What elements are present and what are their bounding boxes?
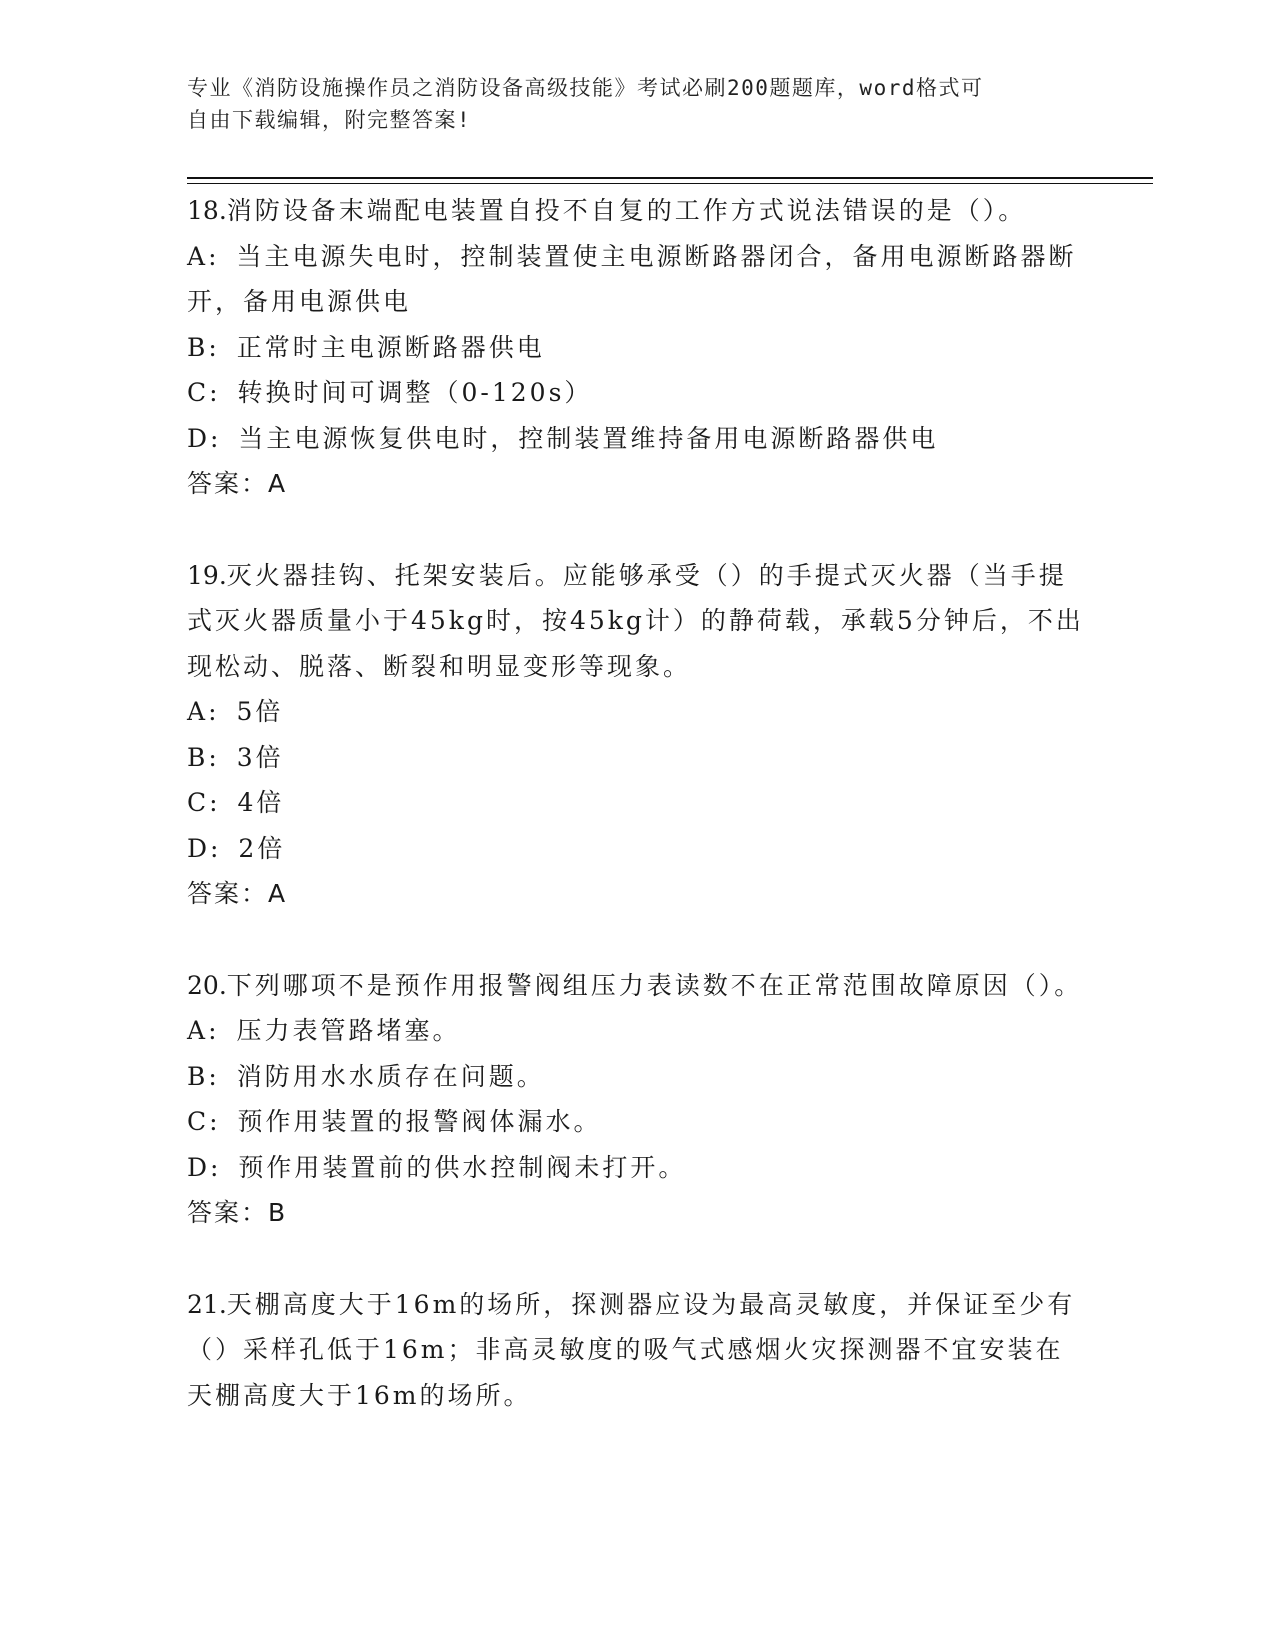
question-stem	[187, 553, 1087, 690]
question-stem	[187, 1282, 1087, 1419]
question-item	[187, 188, 1087, 507]
document-header	[187, 72, 1067, 136]
option-c	[187, 370, 1087, 416]
option-text: 5倍	[236, 697, 284, 726]
option-a	[187, 234, 1087, 325]
question-number: 20 .	[187, 971, 227, 1000]
option-key: B :	[187, 1062, 237, 1091]
question-text: 天棚高度大于16m的场所，探测器应设为最高灵敏度，并保证至少有（）采样孔低于16m；非高灵敏度的吸气式感烟火灾探测器不宜安装在天棚高度大于16m的场所。	[187, 1289, 1076, 1410]
header-line-2: 自由下载编辑，附完整答案!	[187, 108, 472, 132]
option-key: D :	[187, 834, 238, 863]
option-key: A :	[187, 242, 236, 271]
option-key: B :	[187, 333, 237, 362]
question-text: 灭火器挂钩、托架安装后。应能够承受（）的手提式灭火器（当手提式灭火器质量小于45kg时，按45kg计）的静荷载，承载5分钟后，不出现松动、脱落、断裂和明显变形等现象。	[187, 560, 1084, 681]
question-number: 19 .	[187, 561, 227, 590]
option-text: 当主电源恢复供电时，控制装置维持备用电源断路器供电	[238, 423, 939, 453]
option-key: A :	[187, 1016, 236, 1045]
header-divider-thick	[187, 177, 1153, 179]
option-text: 2倍	[238, 833, 286, 863]
option-d	[187, 826, 1087, 872]
option-text: 当主电源失电时，控制装置使主电源断路器闭合，备用电源断路器断开，备用电源供电	[187, 241, 1077, 316]
question-number: 18 .	[187, 196, 227, 225]
option-key: C :	[187, 788, 238, 817]
header-divider-thin	[187, 183, 1153, 184]
option-key: C :	[187, 378, 238, 407]
question-number: 21 .	[187, 1290, 227, 1319]
question-item	[187, 963, 1087, 1236]
option-text: 转换时间可调整（0-120s）	[237, 378, 593, 407]
answer-line: 答案：A	[187, 469, 288, 498]
question-stem	[187, 188, 1087, 234]
option-text: 预作用装置的报警阀体漏水。	[237, 1107, 602, 1136]
option-text: 4倍	[237, 788, 285, 817]
option-text: 预作用装置前的供水控制阀未打开。	[238, 1152, 687, 1182]
option-a	[187, 1008, 1087, 1054]
question-text: 消防设备末端配电装置自投不自复的工作方式说法错误的是（）。	[226, 196, 1027, 225]
question-text: 下列哪项不是预作用报警阀组压力表读数不在正常范围故障原因（）。	[226, 970, 1083, 1000]
answer-line: 答案：B	[187, 1198, 288, 1227]
option-text: 压力表管路堵塞。	[236, 1016, 461, 1045]
question-item	[187, 553, 1087, 917]
option-b	[187, 735, 1087, 781]
option-key: D :	[187, 1153, 238, 1182]
option-b	[187, 1054, 1087, 1100]
option-d	[187, 1145, 1087, 1191]
option-key: D :	[187, 424, 238, 453]
option-text: 3倍	[236, 742, 284, 772]
option-text: 正常时主电源断路器供电	[236, 332, 545, 362]
option-key: C :	[187, 1107, 238, 1136]
option-c	[187, 1099, 1087, 1145]
option-b	[187, 325, 1087, 371]
option-a	[187, 689, 1087, 735]
question-list	[187, 188, 1087, 1418]
option-c	[187, 780, 1087, 826]
option-key: A :	[187, 697, 236, 726]
option-text: 消防用水水质存在问题。	[236, 1061, 545, 1091]
question-item	[187, 1282, 1087, 1419]
question-stem	[187, 963, 1087, 1009]
answer-line: 答案：A	[187, 879, 288, 908]
header-line-1: 专业《消防设施操作员之消防设备高级技能》考试必刷200题题库，word格式可	[187, 76, 984, 100]
option-d	[187, 416, 1087, 462]
option-key: B :	[187, 743, 237, 772]
